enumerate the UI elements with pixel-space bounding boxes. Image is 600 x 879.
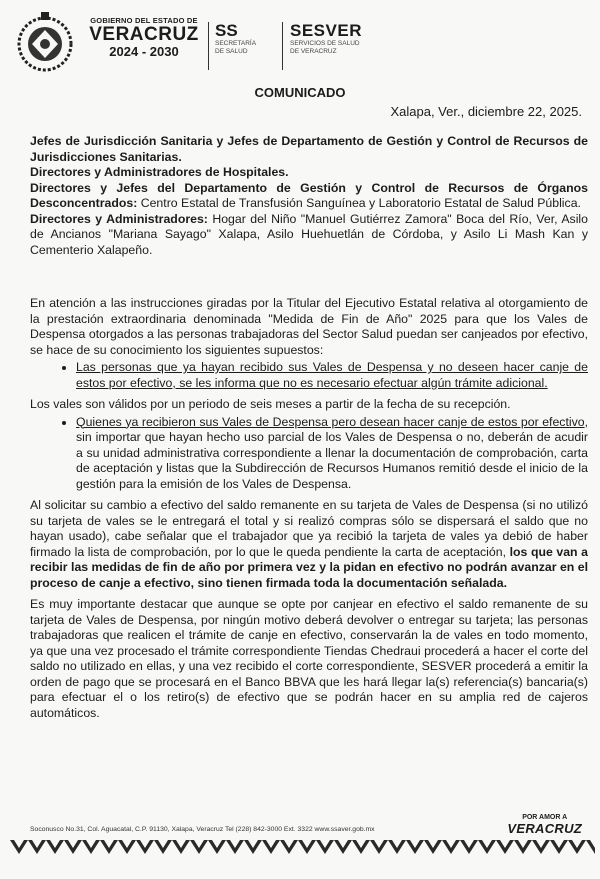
paragraph-intro: En atención a las instrucciones giradas por la Titular del Ejecutivo Estatal relativa al otorgamiento de la prestación extraordinaria denominada "Medida de Fin de Año" 2025 para que los Vales de Despensa otorgados a las personas trabajadoras del Sector Salud puedan ser canjeados por efectivo, se hace de su conocimiento los siguientes supuestos: — [30, 296, 588, 357]
sesver-abbr: SESVER — [290, 21, 362, 40]
ss-sub-line-2: DE SALUD — [215, 47, 248, 55]
gov-label: GOBIERNO DEL ESTADO DE — [90, 16, 198, 25]
divider — [282, 22, 283, 70]
paragraph-exchange-bold: los que van a recibir las medidas de fin de año por primera vez y la pidan en efectivo no podrán avanzar en el proceso de canje a efectivo, sino tienen firmada toda la documentación señalada. — [30, 544, 588, 590]
letterhead — [12, 10, 392, 80]
footer-address: Soconusco No.31, Col. Aguacatal, C.P. 91130, Xalapa, Veracruz Tel (228) 842-3000 Ext. 3322 www.ssaver.gob.mx — [30, 826, 375, 833]
state-crest-icon — [12, 10, 78, 74]
paragraph-important: Es muy importante destacar que aunque se opte por canjear en efectivo el saldo remanente de su tarjeta de Vales de Despensa, por ningún motivo deberá devolver o entregar su tarjeta; las personas trabajadoras que realicen el trámite de canje en efectivo, conservarán la de vales en todo momento, ya que una vez procesado el trámite correspondiente Tiendas Chedraui procederá a hacer el corte del saldo no utilizado en ellas, y una vez recibido el corte correspondiente, SESVER procederá a emitir la orden de pago que se procesará en el Banco BBVA que les hará llegar la(s) referencia(s) bancaria(s) para efectuar el o los retiro(s) de efectivo que se podrán hacer en su amplia red de cajeros automáticos. — [30, 597, 588, 720]
ss-abbr: SS — [215, 21, 238, 40]
brand-tagline: POR AMOR A — [522, 814, 568, 821]
bullet-list-2 — [30, 415, 588, 493]
sesver-logo — [290, 22, 390, 55]
footer-brand — [507, 814, 582, 836]
brand-name: VERACRUZ — [507, 821, 582, 836]
bullet-list-1 — [30, 360, 588, 391]
ss-logo — [215, 22, 275, 55]
paragraph-exchange-text: Al solicitar su cambio a efectivo del saldo remanente en su tarjeta de Vales de Despensa (si no utilizó su tarjeta de vales se le entregará el total y si realizó compras sólo se dispersará el saldo que no hayan usado), cabe señalar que el trabajador que ya recibió la tarjeta de vales ya debió de haber firmado la lista de comprobación, por lo que le queda pendiente la carta de aceptación, — [30, 498, 588, 559]
addressee-3-label: Directores y Jefes del Departamento de Gestión y Control de Recursos de Órganos Desconcentrados: — [30, 180, 588, 210]
paragraph-exchange — [30, 498, 588, 591]
addressee-2: Directores y Administradores de Hospitales. — [30, 165, 289, 179]
ss-sub-line-1: SECRETARÍA — [215, 40, 257, 47]
term-years: 2024 - 2030 — [109, 44, 179, 59]
paragraph-validity: Los vales son válidos por un periodo de seis meses a partir de la fecha de su recepción. — [30, 397, 511, 411]
sesver-sub-line-1: SERVICIOS DE SALUD — [290, 40, 360, 47]
government-logo — [84, 16, 204, 59]
bullet-text: Las personas que ya hayan recibido sus Vales de Despensa y no deseen hacer canje de estos por efectivo, se les informa que no es necesario efectuar algún trámite adicional. — [76, 360, 588, 390]
bullet-underlined-text: Quienes ya recibieron sus Vales de Despensa pero desean hacer canje de estos por efectivo — [76, 414, 585, 429]
addressee-3-detail: Centro Estatal de Transfusión Sanguínea y Laboratorio Estatal de Salud Pública. — [137, 196, 581, 210]
bullet-text: , sin importar que hayan hecho uso parcial de los Vales de Despensa o no, deberán de acudir a su unidad administrativa correspondiente a llenar la documentación de comprobación, carta de aceptación y listas que la Subdirección de Recursos Humanos remitió desde el inicio de la gestión para la emisión de los Vales de Despensa. — [76, 414, 588, 491]
sesver-sub-line-2: DE VERACRUZ — [290, 47, 337, 55]
divider — [208, 22, 209, 70]
addressee-4-label: Directores y Administradores: — [30, 211, 208, 226]
state-name: VERACRUZ — [89, 24, 199, 45]
list-item — [76, 415, 588, 493]
place-date: Xalapa, Ver., diciembre 22, 2025. — [390, 104, 582, 119]
list-item — [76, 360, 588, 391]
addressee-1: Jefes de Jurisdicción Sanitaria y Jefes de Departamento de Gestión y Control de Recursos de Jurisdicciones Sanitarias. — [30, 134, 588, 164]
addressee-4-detail: Hogar del Niño "Manuel Gutiérrez Zamora" Boca del Río, Ver, Asilo de Ancianos "Mariana Sayago" Xalapa, Asilo Huehuetlán de Córdoba, y Asilo Li Mash Kan y Cementerio Xalapeño. — [30, 211, 588, 257]
addressees — [30, 134, 588, 258]
body — [30, 296, 588, 721]
decorative-border-pattern — [10, 840, 595, 858]
document-type: COMUNICADO — [254, 85, 346, 100]
